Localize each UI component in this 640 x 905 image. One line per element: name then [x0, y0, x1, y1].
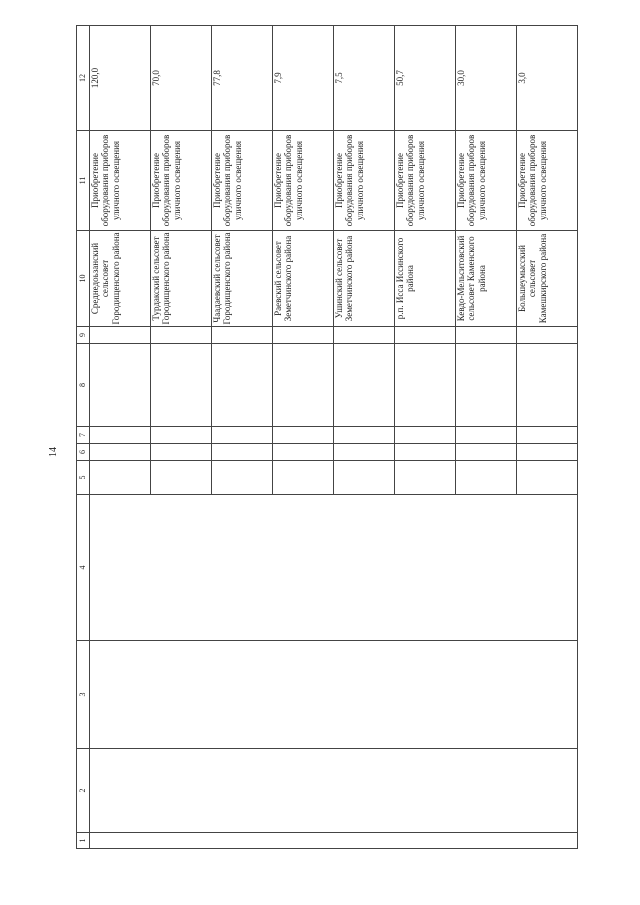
col-number-2: 2 [77, 749, 90, 833]
purpose-cell: Приобретение оборудования приборов уличного освещения [517, 131, 578, 231]
cell-col-9 [151, 327, 212, 344]
cell-col-6 [456, 444, 517, 461]
rotated-table-wrapper [76, 26, 586, 849]
cell-col-6 [90, 444, 151, 461]
cell-col-7 [273, 427, 334, 444]
purpose-cell: Приобретение оборудования приборов уличного освещения [395, 131, 456, 231]
amount-cell: 50,7 [395, 26, 456, 131]
cell-col-6 [212, 444, 273, 461]
cell-col-6 [517, 444, 578, 461]
purpose-cell: Приобретение оборудования приборов уличного освещения [151, 131, 212, 231]
col-number-11: 11 [77, 131, 90, 231]
col-number-7: 7 [77, 427, 90, 444]
cell-col-5 [334, 461, 395, 495]
cell-col-5 [90, 461, 151, 495]
cell-col-7 [90, 427, 151, 444]
purpose-cell: Приобретение оборудования приборов уличного освещения [334, 131, 395, 231]
cell-col-7 [456, 427, 517, 444]
merged-cell-col-2 [90, 749, 578, 833]
cell-col-8 [212, 344, 273, 427]
cell-col-9 [273, 327, 334, 344]
amount-cell: 120,0 [90, 26, 151, 131]
purpose-cell: Приобретение оборудования приборов уличного освещения [212, 131, 273, 231]
col-number-4: 4 [77, 495, 90, 641]
cell-col-5 [151, 461, 212, 495]
merged-cell-col-3 [90, 641, 578, 749]
cell-col-9 [212, 327, 273, 344]
cell-col-6 [395, 444, 456, 461]
cell-col-7 [334, 427, 395, 444]
cell-col-7 [517, 427, 578, 444]
merged-cell-col-1 [90, 833, 578, 849]
merged-cell-col-4 [90, 495, 578, 641]
amount-cell: 7,9 [273, 26, 334, 131]
amount-cell: 77,8 [212, 26, 273, 131]
page-number: 14 [48, 447, 59, 457]
col-number-5: 5 [77, 461, 90, 495]
cell-col-9 [90, 327, 151, 344]
amount-cell: 7,5 [334, 26, 395, 131]
cell-col-9 [395, 327, 456, 344]
cell-col-5 [456, 461, 517, 495]
col-number-6: 6 [77, 444, 90, 461]
cell-col-9 [334, 327, 395, 344]
cell-col-5 [517, 461, 578, 495]
col-number-10: 10 [77, 231, 90, 327]
rotated-table-inner [76, 26, 586, 849]
cell-col-7 [151, 427, 212, 444]
col-number-1: 1 [77, 833, 90, 849]
cell-col-6 [334, 444, 395, 461]
settlement-cell: Большеумысский сельсовет Камешкирского района [517, 231, 578, 327]
amount-cell: 3,0 [517, 26, 578, 131]
col-number-8: 8 [77, 344, 90, 427]
cell-col-6 [273, 444, 334, 461]
col-number-3: 3 [77, 641, 90, 749]
col-number-9: 9 [77, 327, 90, 344]
cell-col-8 [273, 344, 334, 427]
settlement-cell: Ушинский сельсовет Земетчинского района [334, 231, 395, 327]
cell-col-5 [273, 461, 334, 495]
budget-table [76, 25, 578, 849]
settlement-cell: р.п. Исса Иссинского района [395, 231, 456, 327]
cell-col-8 [151, 344, 212, 427]
table-row [90, 26, 151, 849]
cell-col-9 [456, 327, 517, 344]
settlement-cell: Кевдо-Мельситовский сельсовет Каменского района [456, 231, 517, 327]
cell-col-8 [456, 344, 517, 427]
cell-col-8 [517, 344, 578, 427]
settlement-cell: Среднедоьзанский сельсовет Городищенского района [90, 231, 151, 327]
purpose-cell: Приобретение оборудования приборов уличного освещения [273, 131, 334, 231]
cell-col-7 [395, 427, 456, 444]
cell-col-8 [334, 344, 395, 427]
col-number-12: 12 [77, 26, 90, 131]
cell-col-8 [90, 344, 151, 427]
cell-col-7 [212, 427, 273, 444]
cell-col-6 [151, 444, 212, 461]
purpose-cell: Приобретение оборудования приборов уличного освещения [90, 131, 151, 231]
column-number-row [77, 26, 90, 849]
settlement-cell: Чаадаевский сельсовет Городищенского района [212, 231, 273, 327]
cell-col-8 [395, 344, 456, 427]
cell-col-5 [395, 461, 456, 495]
cell-col-9 [517, 327, 578, 344]
purpose-cell: Приобретение оборудования приборов уличного освещения [456, 131, 517, 231]
amount-cell: 30,0 [456, 26, 517, 131]
settlement-cell: Турдакский сельсовет Городищенского района [151, 231, 212, 327]
amount-cell: 70,0 [151, 26, 212, 131]
settlement-cell: Раевский сельсовет Земетчинского района [273, 231, 334, 327]
cell-col-5 [212, 461, 273, 495]
